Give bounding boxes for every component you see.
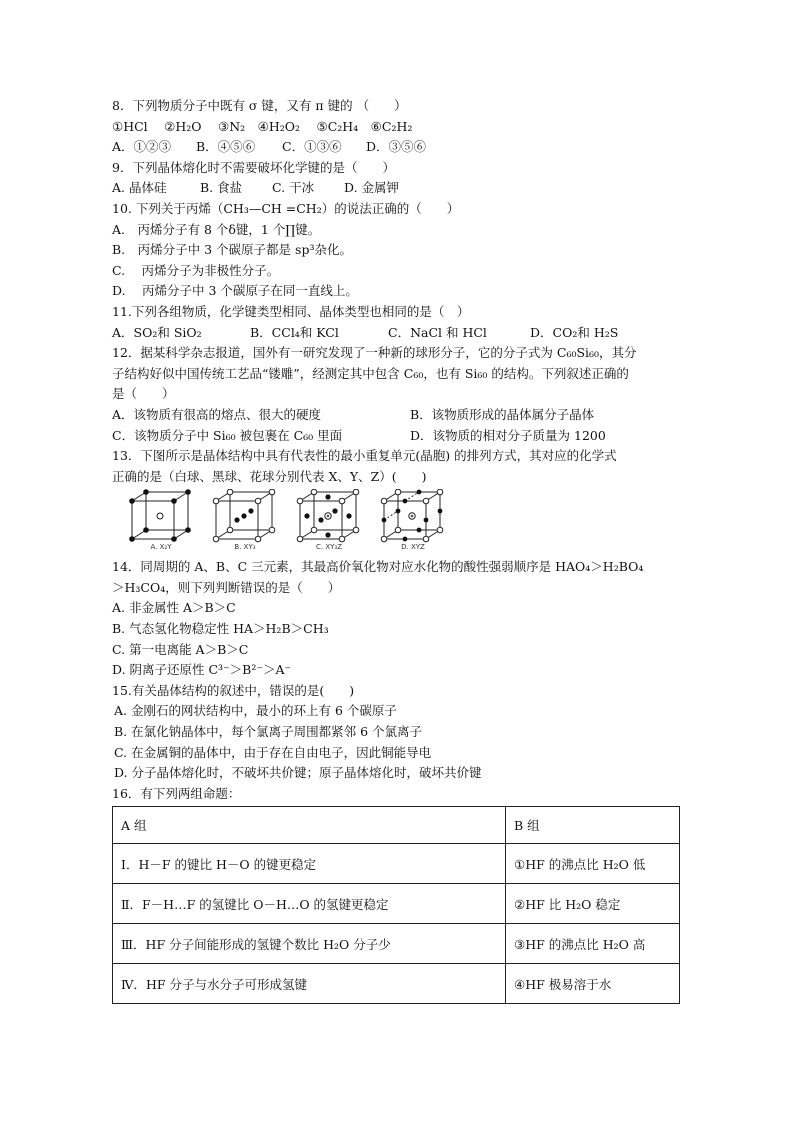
table-cell-b3: ③HF 的沸点比 H₂O 高 [506,924,680,964]
table-cell-a2: Ⅱ．F－H…F 的氢键比 O－H…O 的氢键更稳定 [113,884,506,924]
q10-option-c: C. 丙烯分子为非极性分子。 [112,262,280,278]
table-row [113,964,680,1004]
q12-stem-line1: 12．据某科学杂志报道，国外有一研究发现了一种新的球形分子，它的分子式为 C₆₀Si₆₀，其分 [112,345,637,361]
q14-option-b: B. 气态氢化物稳定性 HA＞H₂B＞CH₃ [112,621,329,637]
crystal-caption-c: C. XY₃Z [315,543,342,552]
q15-option-a: A. 金刚石的网状结构中，最小的环上有 6 个碳原子 [114,703,397,719]
table-header-group-a: A 组 [113,807,506,844]
q16-stem: 16．有下列两组命题： [112,785,241,801]
q10-option-b: B. 丙烯分子中 3 个碳原子都是 sp³杂化。 [112,242,352,258]
q15-option-b: B. 在氯化钠晶体中，每个氯离子周围都紧邻 6 个氯离子 [114,724,423,740]
q14-option-c: C. 第一电离能 A＞B＞C [112,641,249,657]
crystal-cell-a [126,489,198,555]
table-cell-b1: ①HF 的沸点比 H₂O 低 [506,844,680,884]
table-header-group-b: B 组 [506,807,680,844]
q15-stem: 15.有关晶体结构的叙述中，错误的是( ) [112,682,355,698]
q11-option-d: D．CO₂和 H₂S [530,324,619,340]
crystal-cube-d-image [378,489,450,545]
q14-stem-line2: ＞H₃CO₄，则下列判断错误的是（ ） [112,579,341,595]
q9-stem: 9．下列晶体熔化时不需要破坏化学键的是（ ） [112,159,395,175]
q15-option-c: C. 在金属铜的晶体中，由于存在自由电子，因此铜能导电 [114,744,432,760]
q11-options [112,323,680,344]
q9-option-c: C. 干冰 [272,180,315,196]
q8-option-c: C．①③⑥ [282,139,342,155]
table-cell-a3: Ⅲ．HF 分子间能形成的氢键个数比 H₂O 分子少 [113,924,506,964]
crystal-cell-b [210,489,282,555]
q15-option-d: D. 分子晶体熔化时，不破坏共价键；原子晶体熔化时，破坏共价键 [114,765,482,781]
q11-option-c: C．NaCl 和 HCl [388,324,487,340]
q9-option-d: D. 金属钾 [344,180,400,196]
q8-option-a: A．①②③ [112,139,172,155]
crystal-cube-a-image [126,489,198,545]
q10-option-a: A. 丙烯分子有 8 个δ键，1 个∏键。 [112,221,321,237]
q11-stem: 11.下列各组物质，化学键类型相同、晶体类型也相同的是（ ） [112,303,470,319]
q11-option-a: A．SO₂和 SiO₂ [112,324,202,340]
q10-option-d: D. 丙烯分子中 3 个碳原子在同一直线上。 [112,283,358,299]
q8-options [112,137,680,158]
table-header-row [113,807,680,844]
table-cell-b2: ②HF 比 H₂O 稳定 [506,884,680,924]
table-cell-a4: Ⅳ．HF 分子与水分子可形成氢键 [113,964,506,1004]
q12-option-a: A．该物质有很高的熔点、很大的硬度 [112,406,322,422]
q12-options-cd [112,426,680,447]
q8-items: ①HCl ②H₂O ③N₂ ④H₂O₂ ⑤C₂H₄ ⑥C₂H₂ [112,118,413,134]
table-cell-b4: ④HF 极易溶于水 [506,964,680,1004]
q16-proposition-table [112,806,680,1004]
crystal-figures [112,489,680,555]
table-cell-a1: Ⅰ．H－F 的键比 H－O 的键更稳定 [113,844,506,884]
q14-option-d: D. 阴离子还原性 C³⁻＞B²⁻＞A⁻ [112,662,292,678]
q12-stem-line3: 是（ ） [112,386,175,402]
q14-option-a: A. 非金属性 A＞B＞C [112,600,236,616]
q12-option-d: D．该物质的相对分子质量为 1200 [410,427,606,443]
q11-option-b: B．CCl₄和 KCl [250,324,339,340]
table-row [113,884,680,924]
q14-stem-line1: 14．同周期的 A、B、C 三元素，其最高价氧化物对应水化物的酸性强弱顺序是 HAO₄＞H₂BO₄ [112,559,644,575]
crystal-cell-d [378,489,450,555]
q12-option-b: B．该物质形成的晶体属分子晶体 [410,406,595,422]
crystal-cell-c [294,489,366,555]
q9-options [112,178,680,199]
exam-page [112,96,680,1004]
q8-option-b: B．④⑤⑥ [196,139,256,155]
crystal-caption-d: D. XYZ [401,543,425,552]
crystal-cube-c-image [294,489,366,545]
q13-stem-line2: 正确的是（白球、黑球、花球分别代表 X、Y、Z）( ) [112,468,427,484]
q8-option-d: D．③⑤⑥ [366,139,427,155]
q12-options-ab [112,405,680,426]
q12-option-c: C．该物质分子中 Si₆₀ 被包裹在 C₆₀ 里面 [112,427,343,443]
table-row [113,844,680,884]
table-row [113,924,680,964]
q9-option-b: B. 食盐 [200,180,243,196]
q10-stem: 10. 下列关于丙烯（CH₃—CH =CH₂）的说法正确的（ ） [112,200,460,216]
q12-stem-line2: 子结构好似中国传统工艺品“镂雕”，经测定其中包含 C₆₀，也有 Si₆₀ 的结构。下列叙述正确的 [112,365,629,381]
crystal-cube-b-image [210,489,282,545]
crystal-caption-a: A. X₂Y [150,543,172,552]
crystal-caption-b: B. XY₃ [234,543,256,552]
q8-stem: 8．下列物质分子中既有 σ 键，又有 π 键的 （ ） [112,98,407,113]
q13-stem-line1: 13．下图所示是晶体结构中具有代表性的最小重复单元(晶胞) 的排列方式，其对应的化学式 [112,448,617,464]
q9-option-a: A. 晶体硅 [112,180,167,196]
